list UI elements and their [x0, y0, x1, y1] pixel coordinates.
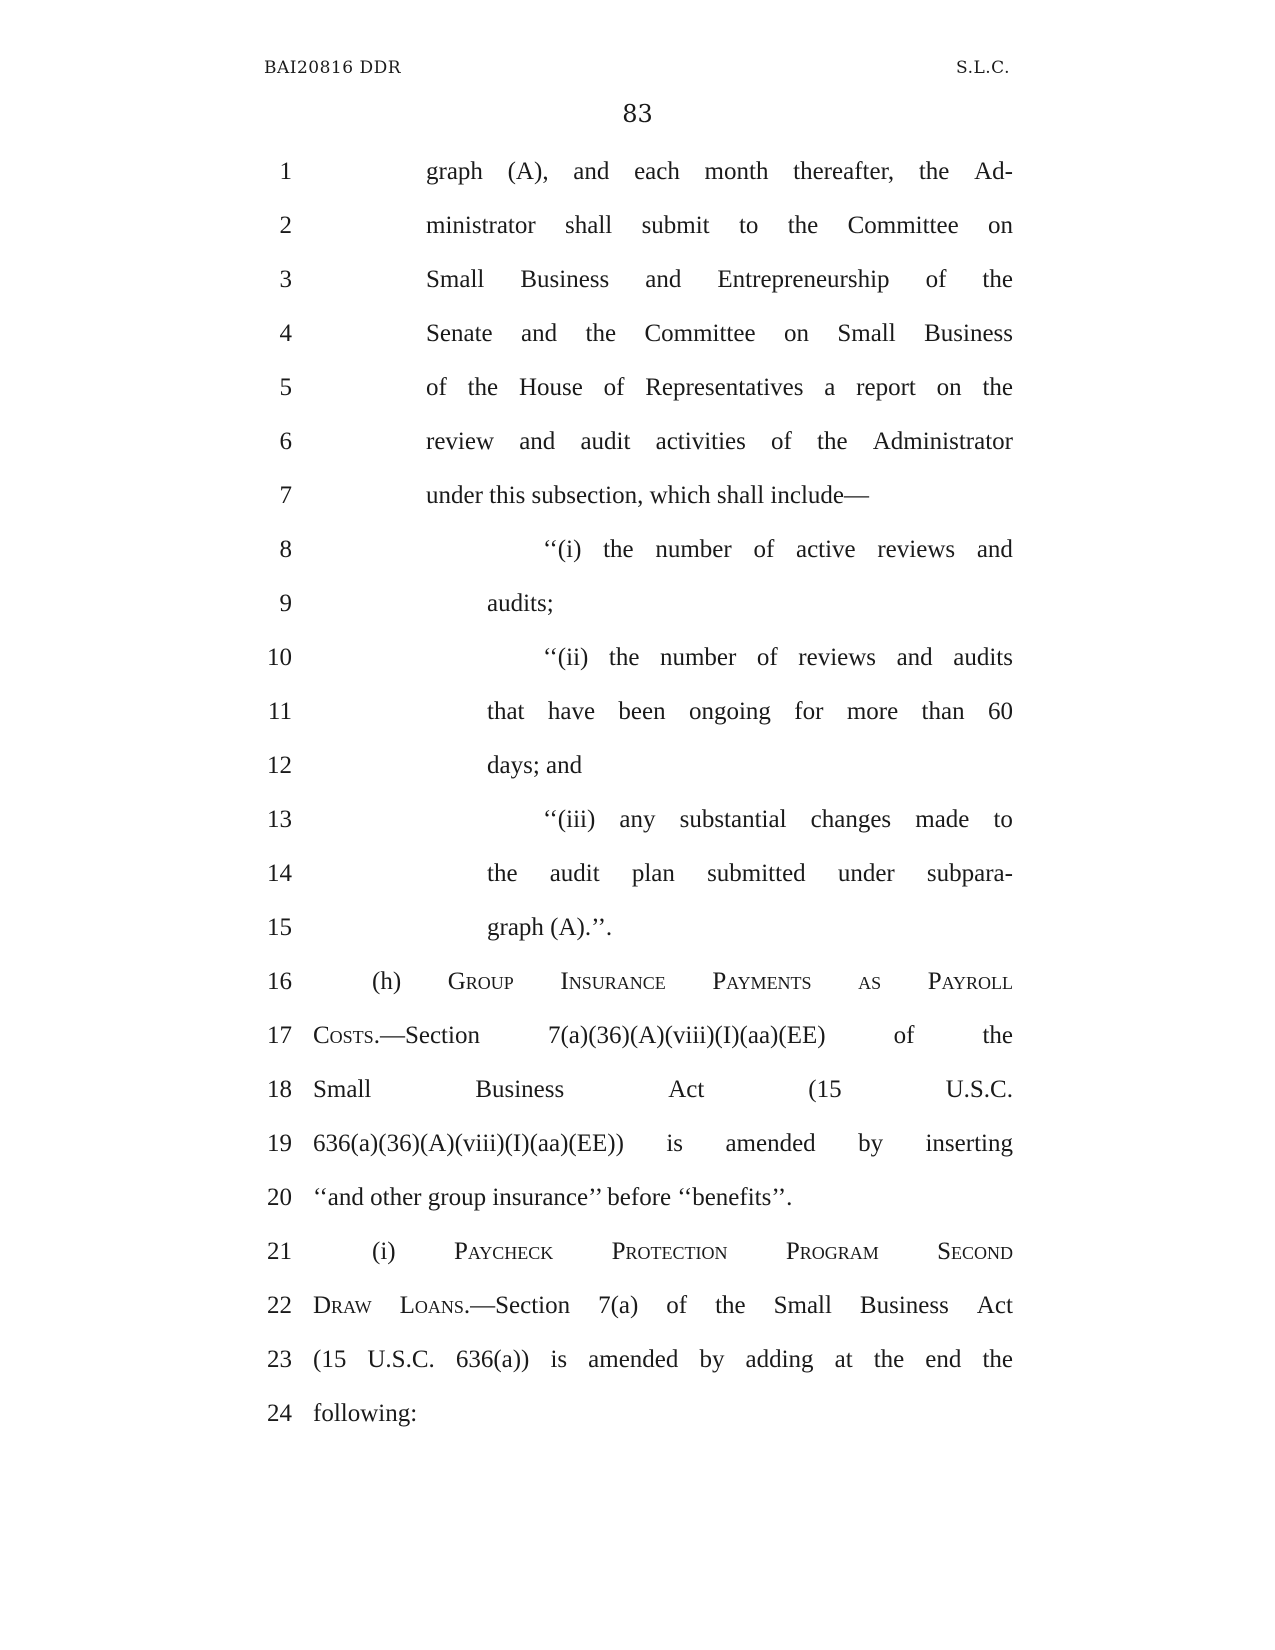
line-text: under this subsection, which shall include— [426, 482, 869, 509]
line-number: 2 [279, 212, 292, 239]
line-number: 24 [267, 1400, 292, 1427]
line-number: 1 [279, 158, 292, 185]
line-text: ‘‘(i) the number of active reviews and [543, 536, 1013, 563]
line-number: 18 [267, 1076, 292, 1103]
text-line [0, 901, 1275, 955]
line-number: 23 [267, 1346, 292, 1373]
line-text: Draw Loans.—Section 7(a) of the Small Business Act [313, 1292, 1013, 1319]
line-number: 12 [267, 752, 292, 779]
text-line [0, 361, 1275, 415]
line-text: Small Business and Entrepreneurship of the [426, 266, 1013, 293]
text-line [0, 1333, 1275, 1387]
line-number: 13 [267, 806, 292, 833]
text-line [0, 739, 1275, 793]
line-text: graph (A).’’. [487, 914, 613, 941]
line-number: 22 [267, 1292, 292, 1319]
text-line [0, 1009, 1275, 1063]
text-line [0, 415, 1275, 469]
line-number: 15 [267, 914, 292, 941]
document-code: S.L.C. [956, 58, 1010, 78]
line-number: 11 [267, 698, 292, 725]
line-number: 10 [267, 644, 292, 671]
line-number: 14 [267, 860, 292, 887]
text-line [0, 307, 1275, 361]
line-number: 20 [267, 1184, 292, 1211]
text-line [0, 1117, 1275, 1171]
line-text: days; and [487, 752, 583, 779]
line-text: that have been ongoing for more than 60 [487, 698, 1013, 725]
line-number: 5 [279, 374, 292, 401]
line-text: graph (A), and each month thereafter, the Ad- [426, 158, 1013, 185]
text-line [0, 1225, 1275, 1279]
document-id: BAI20816 DDR [264, 58, 402, 78]
line-text: ‘‘(iii) any substantial changes made to [543, 806, 1013, 833]
text-line [0, 793, 1275, 847]
text-line [0, 955, 1275, 1009]
line-text: Senate and the Committee on Small Business [426, 320, 1013, 347]
line-number: 21 [267, 1238, 292, 1265]
line-number: 3 [279, 266, 292, 293]
line-number: 16 [267, 968, 292, 995]
text-line [0, 847, 1275, 901]
line-text: 636(a)(36)(A)(viii)(I)(aa)(EE)) is amended by inserting [313, 1130, 1013, 1157]
line-number: 7 [279, 482, 292, 509]
bill-text-body [0, 145, 1275, 1441]
line-text: review and audit activities of the Administrator [426, 428, 1013, 455]
line-text: audits; [487, 590, 554, 617]
line-number: 8 [279, 536, 292, 563]
line-text: the audit plan submitted under subpara- [487, 860, 1013, 887]
text-line [0, 145, 1275, 199]
line-number: 9 [279, 590, 292, 617]
line-text: ‘‘(ii) the number of reviews and audits [543, 644, 1013, 671]
text-line [0, 577, 1275, 631]
line-number: 4 [279, 320, 292, 347]
text-line [0, 523, 1275, 577]
line-text: Costs.—Section 7(a)(36)(A)(viii)(I)(aa)(EE) of the [313, 1022, 1013, 1049]
text-line [0, 1171, 1275, 1225]
line-number: 17 [267, 1022, 292, 1049]
page-number: 83 [622, 100, 653, 128]
text-line [0, 1279, 1275, 1333]
text-line [0, 631, 1275, 685]
line-number: 19 [267, 1130, 292, 1157]
line-text: Small Business Act (15 U.S.C. [313, 1076, 1013, 1103]
line-text: ministrator shall submit to the Committee on [426, 212, 1013, 239]
line-text: (15 U.S.C. 636(a)) is amended by adding at the end the [313, 1346, 1013, 1373]
line-text: following: [313, 1400, 418, 1427]
line-text: (h) Group Insurance Payments as Payroll [372, 968, 1013, 995]
line-text: (i) Paycheck Protection Program Second [372, 1238, 1013, 1265]
text-line [0, 1063, 1275, 1117]
line-text: of the House of Representatives a report on the [426, 374, 1013, 401]
text-line [0, 685, 1275, 739]
line-number: 6 [279, 428, 292, 455]
text-line [0, 199, 1275, 253]
text-line [0, 253, 1275, 307]
line-text: ‘‘and other group insurance’’ before ‘‘benefits’’. [313, 1184, 793, 1211]
text-line [0, 469, 1275, 523]
text-line [0, 1387, 1275, 1441]
